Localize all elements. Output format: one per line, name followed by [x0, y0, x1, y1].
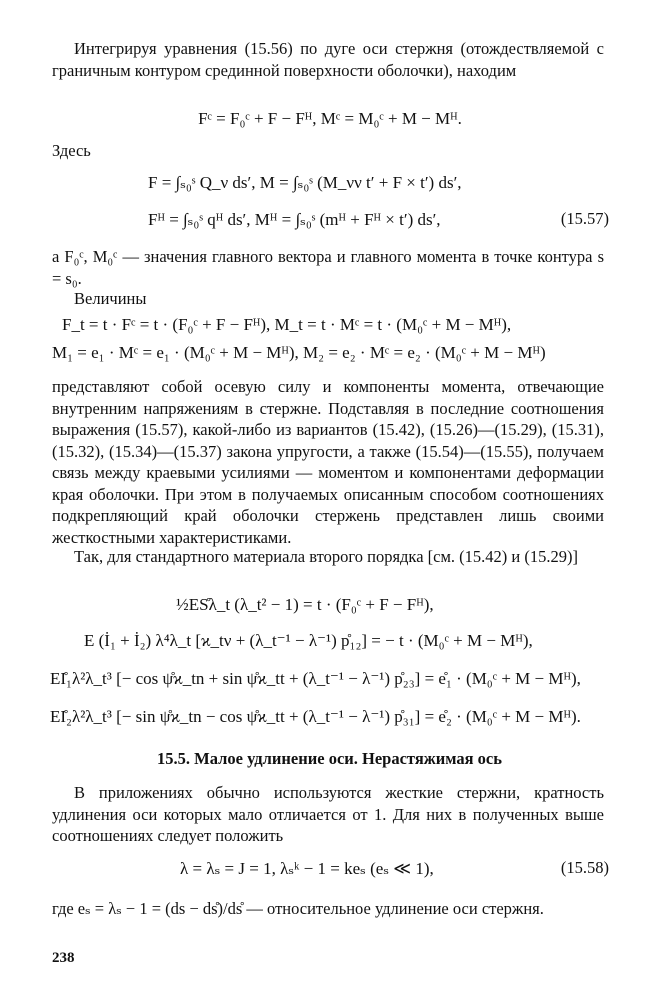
equation-F-M-integrals: F = ∫ₛ₀ˢ Q_ν ds′, M = ∫ₛ₀ˢ (M_νν t′ + F × t′) ds′, [148, 173, 462, 192]
equation-bending-1: EI̊₁λ²λ_t³ [− cos ψ̊ϰ_tn + sin ψ̊ϰ_tt + (λ_t⁻¹ − λ⁻¹) p̊₂₃] = e̊₁ · (M₀ᶜ + M − Mᴴ), [50, 669, 581, 688]
paragraph-main-vector: а F₀ᶜ, M₀ᶜ — значения главного вектора и главного момента в точке контура s = s₀. [52, 247, 604, 288]
section-heading: 15.5. Малое удлинение оси. Нерастяжимая ось [157, 749, 502, 768]
paragraph-standard-material: Так, для стандартного материала второго порядка [см. (15.42) и (15.29)] [74, 547, 578, 566]
equation-FH-MH-integrals: Fᴴ = ∫ₛ₀ˢ qᴴ ds′, Mᴴ = ∫ₛ₀ˢ (mᴴ + Fᴴ × t′) ds′, [148, 210, 441, 229]
paragraph-applications: В приложениях обычно используются жесткие стержни, кратность удлинения оси которых мало отличается от 1. Для них в полученных выше соотношениях следует положить [52, 783, 604, 845]
paragraph-here: Здесь [52, 141, 91, 160]
page-number: 238 [52, 950, 75, 966]
equation-tag-15-57: (15.57) [560, 209, 609, 228]
paragraph-integration: Интегрируя уравнения (15.56) по дуге оси стержня (отождествляемой с граничным контуром срединной поверхности оболочки), находим [52, 39, 604, 80]
equation-small-elongation: λ = λₛ = J = 1, λₛᵏ − 1 = keₛ (eₛ ≪ 1), [180, 859, 434, 878]
equation-bending-2: EI̊₂λ²λ_t³ [− sin ψ̊ϰ_tn − cos ψ̊ϰ_tt + (λ_t⁻¹ − λ⁻¹) p̊₃₁] = e̊₂ · (M₀ᶜ + M − Mᴴ). [50, 707, 581, 726]
equation-torsion: E (İ₁ + İ₂) λ⁴λ_t [ϰ_tν + (λ_t⁻¹ − λ⁻¹) p̊₁₂] = − t · (M₀ᶜ + M − Mᴴ), [84, 631, 533, 650]
equation-moment-components: M₁ = e₁ · Mᶜ = e₁ · (M₀ᶜ + M − Mᴴ), M₂ = e₂ · Mᶜ = e₂ · (M₀ᶜ + M − Mᴴ) [52, 343, 546, 362]
paragraph-relative-elongation: где eₛ = λₛ − 1 = (ds − ds̊)/ds̊ — относительное удлинение оси стержня. [52, 899, 544, 918]
paragraph-represent: представляют собой осевую силу и компоненты момента, отвечающие внутренним напряжениям в стержне. Подставляя в последние соотношения выражения (15.57), какой-либо из вариантов (15.42), (15.26)—(15.29), (15.31), (15.32), (15.34)—(15.37) закона упругости, а также (15.54)—(15.55), получаем связь между краевыми усилиями — моментом и компонентами деформации края оболочки. При этом в получаемых описанным способом соотношениях подкрепляющий край оболочки стержень представлен лишь своими жесткостными характеристиками. [52, 377, 604, 547]
equation-force-moment-totals: Fᶜ = F₀ᶜ + F − Fᴴ, Mᶜ = M₀ᶜ + M − Mᴴ. [198, 109, 462, 128]
equation-axial-force: F_t = t · Fᶜ = t · (F₀ᶜ + F − Fᴴ), M_t = t · Mᶜ = t · (M₀ᶜ + M − Mᴴ), [62, 315, 512, 334]
equation-tag-15-58: (15.58) [560, 858, 609, 877]
paragraph-quantities: Величины [74, 289, 147, 308]
equation-axial-elastic: ½ES̊λ_t (λ_t² − 1) = t · (F₀ᶜ + F − Fᴴ), [176, 595, 434, 614]
